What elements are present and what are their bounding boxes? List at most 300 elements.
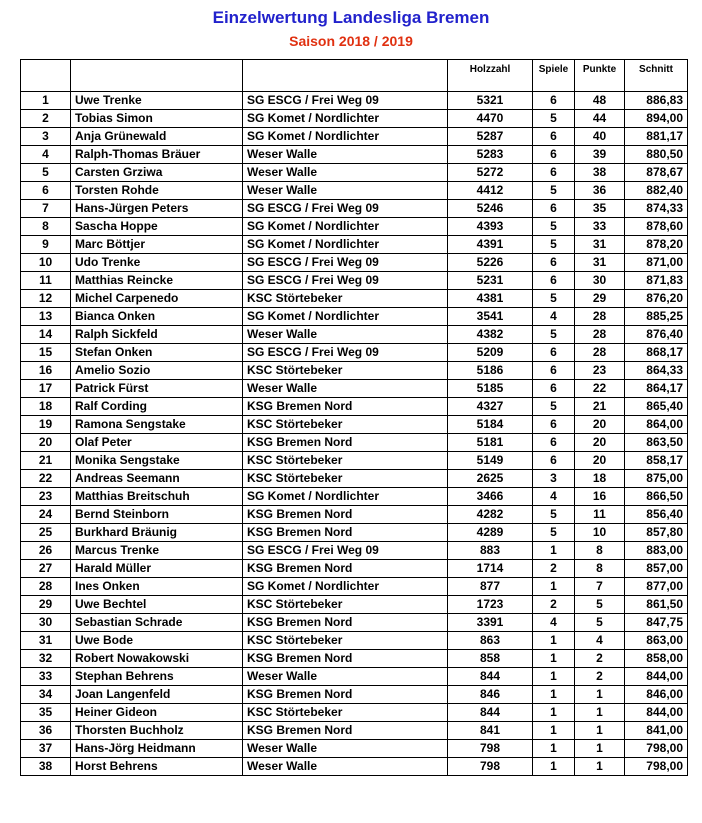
rank-cell: 28 (21, 578, 71, 596)
club-cell: Weser Walle (243, 668, 448, 686)
player-name-cell: Ralph Sickfeld (71, 326, 243, 344)
spiele-cell: 1 (533, 758, 575, 776)
spiele-cell: 3 (533, 470, 575, 488)
player-name-cell: Ramona Sengstake (71, 416, 243, 434)
rank-cell: 25 (21, 524, 71, 542)
player-name-cell: Bianca Onken (71, 308, 243, 326)
rank-cell: 18 (21, 398, 71, 416)
holzzahl-cell: 841 (448, 722, 533, 740)
punkte-cell: 20 (575, 416, 625, 434)
table-row (21, 488, 688, 506)
rank-cell: 13 (21, 308, 71, 326)
holzzahl-cell: 5272 (448, 164, 533, 182)
ranking-rows (21, 92, 688, 776)
holzzahl-cell: 844 (448, 704, 533, 722)
table-row (21, 128, 688, 146)
punkte-cell: 28 (575, 344, 625, 362)
table-row (21, 326, 688, 344)
spiele-cell: 5 (533, 524, 575, 542)
rank-cell: 16 (21, 362, 71, 380)
punkte-cell: 20 (575, 434, 625, 452)
player-name-cell: Monika Sengstake (71, 452, 243, 470)
club-cell: KSC Störtebeker (243, 362, 448, 380)
club-cell: KSC Störtebeker (243, 632, 448, 650)
player-name-cell: Joan Langenfeld (71, 686, 243, 704)
holzzahl-cell: 4393 (448, 218, 533, 236)
schnitt-cell: 864,33 (625, 362, 688, 380)
rank-cell: 29 (21, 596, 71, 614)
holzzahl-cell: 846 (448, 686, 533, 704)
spiele-cell: 6 (533, 92, 575, 110)
table-row (21, 578, 688, 596)
holzzahl-cell: 4382 (448, 326, 533, 344)
player-name-cell: Stefan Onken (71, 344, 243, 362)
spiele-cell: 2 (533, 560, 575, 578)
table-row (21, 560, 688, 578)
holzzahl-cell: 4289 (448, 524, 533, 542)
page-title: Einzelwertung Landesliga Bremen (212, 8, 490, 27)
spiele-cell: 6 (533, 380, 575, 398)
punkte-cell: 44 (575, 110, 625, 128)
player-name-cell: Michel Carpenedo (71, 290, 243, 308)
spiele-cell: 6 (533, 272, 575, 290)
punkte-cell: 29 (575, 290, 625, 308)
punkte-cell: 10 (575, 524, 625, 542)
player-name-cell: Andreas Seemann (71, 470, 243, 488)
spiele-cell: 6 (533, 362, 575, 380)
rank-cell: 32 (21, 650, 71, 668)
table-row (21, 308, 688, 326)
spiele-cell: 4 (533, 488, 575, 506)
rank-cell: 4 (21, 146, 71, 164)
punkte-cell: 23 (575, 362, 625, 380)
punkte-cell: 28 (575, 326, 625, 344)
rank-cell: 23 (21, 488, 71, 506)
spiele-cell: 1 (533, 686, 575, 704)
player-name-cell: Udo Trenke (71, 254, 243, 272)
player-name-cell: Uwe Bode (71, 632, 243, 650)
schnitt-cell: 844,00 (625, 668, 688, 686)
rank-cell: 30 (21, 614, 71, 632)
punkte-cell: 11 (575, 506, 625, 524)
schnitt-cell: 886,83 (625, 92, 688, 110)
club-cell: SG Komet / Nordlichter (243, 236, 448, 254)
schnitt-cell: 882,40 (625, 182, 688, 200)
holzzahl-cell: 858 (448, 650, 533, 668)
player-name-cell: Thorsten Buchholz (71, 722, 243, 740)
schnitt-cell: 841,00 (625, 722, 688, 740)
club-cell: KSG Bremen Nord (243, 650, 448, 668)
spiele-cell: 1 (533, 704, 575, 722)
table-row (21, 344, 688, 362)
punkte-cell: 22 (575, 380, 625, 398)
player-name-cell: Heiner Gideon (71, 704, 243, 722)
rank-cell: 35 (21, 704, 71, 722)
table-row (21, 236, 688, 254)
holzzahl-cell: 5287 (448, 128, 533, 146)
club-cell: KSG Bremen Nord (243, 506, 448, 524)
table-row (21, 164, 688, 182)
punkte-cell: 36 (575, 182, 625, 200)
rank-cell: 12 (21, 290, 71, 308)
spiele-cell: 1 (533, 542, 575, 560)
schnitt-cell: 798,00 (625, 740, 688, 758)
schnitt-cell: 871,83 (625, 272, 688, 290)
spiele-cell: 5 (533, 236, 575, 254)
club-cell: Weser Walle (243, 740, 448, 758)
club-cell: SG Komet / Nordlichter (243, 128, 448, 146)
punkte-cell: 16 (575, 488, 625, 506)
header-holzzahl: Holzzahl (448, 60, 533, 79)
schnitt-cell: 881,17 (625, 128, 688, 146)
schnitt-cell: 874,33 (625, 200, 688, 218)
punkte-cell: 31 (575, 254, 625, 272)
club-cell: KSG Bremen Nord (243, 434, 448, 452)
punkte-cell: 1 (575, 722, 625, 740)
table-row (21, 632, 688, 650)
spiele-cell: 6 (533, 164, 575, 182)
table-row (21, 92, 688, 110)
rank-cell: 17 (21, 380, 71, 398)
holzzahl-cell: 4282 (448, 506, 533, 524)
club-cell: KSC Störtebeker (243, 704, 448, 722)
table-row (21, 614, 688, 632)
punkte-cell: 1 (575, 740, 625, 758)
punkte-cell: 1 (575, 704, 625, 722)
schnitt-cell: 880,50 (625, 146, 688, 164)
table-row (21, 290, 688, 308)
player-name-cell: Hans-Jürgen Peters (71, 200, 243, 218)
punkte-cell: 28 (575, 308, 625, 326)
rank-cell: 3 (21, 128, 71, 146)
spiele-cell: 5 (533, 290, 575, 308)
table-row (21, 470, 688, 488)
rank-cell: 26 (21, 542, 71, 560)
spiele-cell: 4 (533, 308, 575, 326)
holzzahl-cell: 5321 (448, 92, 533, 110)
punkte-cell: 31 (575, 236, 625, 254)
schnitt-cell: 863,00 (625, 632, 688, 650)
punkte-cell: 21 (575, 398, 625, 416)
player-name-cell: Matthias Reincke (71, 272, 243, 290)
rank-cell: 1 (21, 92, 71, 110)
holzzahl-cell: 844 (448, 668, 533, 686)
header-spacer-row (21, 78, 688, 92)
club-cell: KSG Bremen Nord (243, 560, 448, 578)
schnitt-cell: 861,50 (625, 596, 688, 614)
table-row (21, 218, 688, 236)
holzzahl-cell: 5149 (448, 452, 533, 470)
holzzahl-cell: 1723 (448, 596, 533, 614)
club-cell: KSC Störtebeker (243, 290, 448, 308)
club-cell: SG Komet / Nordlichter (243, 578, 448, 596)
holzzahl-cell: 5186 (448, 362, 533, 380)
spiele-cell: 6 (533, 416, 575, 434)
club-cell: SG Komet / Nordlichter (243, 110, 448, 128)
rank-cell: 8 (21, 218, 71, 236)
spiele-cell: 5 (533, 326, 575, 344)
punkte-cell: 30 (575, 272, 625, 290)
holzzahl-cell: 1714 (448, 560, 533, 578)
schnitt-cell: 858,00 (625, 650, 688, 668)
club-cell: KSC Störtebeker (243, 416, 448, 434)
player-name-cell: Burkhard Bräunig (71, 524, 243, 542)
schnitt-cell: 856,40 (625, 506, 688, 524)
ranking-table (20, 59, 688, 776)
player-name-cell: Marcus Trenke (71, 542, 243, 560)
player-name-cell: Uwe Trenke (71, 92, 243, 110)
schnitt-cell: 885,25 (625, 308, 688, 326)
spiele-cell: 1 (533, 722, 575, 740)
spiele-cell: 5 (533, 398, 575, 416)
table-row (21, 452, 688, 470)
table-row (21, 434, 688, 452)
table-row (21, 740, 688, 758)
table-row (21, 650, 688, 668)
table-row (21, 254, 688, 272)
player-name-cell: Matthias Breitschuh (71, 488, 243, 506)
rank-cell: 9 (21, 236, 71, 254)
spiele-cell: 1 (533, 650, 575, 668)
holzzahl-cell: 4470 (448, 110, 533, 128)
club-cell: Weser Walle (243, 380, 448, 398)
club-cell: SG ESCG / Frei Weg 09 (243, 254, 448, 272)
holzzahl-cell: 5209 (448, 344, 533, 362)
punkte-cell: 39 (575, 146, 625, 164)
player-name-cell: Horst Behrens (71, 758, 243, 776)
schnitt-cell: 877,00 (625, 578, 688, 596)
club-cell: Weser Walle (243, 182, 448, 200)
club-cell: KSC Störtebeker (243, 596, 448, 614)
table-row (21, 506, 688, 524)
rank-cell: 5 (21, 164, 71, 182)
club-cell: Weser Walle (243, 326, 448, 344)
player-name-cell: Torsten Rohde (71, 182, 243, 200)
punkte-cell: 2 (575, 650, 625, 668)
table-row (21, 524, 688, 542)
punkte-cell: 40 (575, 128, 625, 146)
player-name-cell: Marc Böttjer (71, 236, 243, 254)
table-row (21, 686, 688, 704)
schnitt-cell: 863,50 (625, 434, 688, 452)
punkte-cell: 18 (575, 470, 625, 488)
club-cell: SG ESCG / Frei Weg 09 (243, 92, 448, 110)
table-row (21, 146, 688, 164)
punkte-cell: 1 (575, 686, 625, 704)
player-name-cell: Ralf Cording (71, 398, 243, 416)
player-name-cell: Sebastian Schrade (71, 614, 243, 632)
schnitt-cell: 875,00 (625, 470, 688, 488)
schnitt-cell: 798,00 (625, 758, 688, 776)
club-cell: SG Komet / Nordlichter (243, 218, 448, 236)
rank-cell: 20 (21, 434, 71, 452)
schnitt-cell: 878,20 (625, 236, 688, 254)
holzzahl-cell: 5246 (448, 200, 533, 218)
player-name-cell: Anja Grünewald (71, 128, 243, 146)
holzzahl-cell: 798 (448, 740, 533, 758)
punkte-cell: 5 (575, 614, 625, 632)
table-row (21, 542, 688, 560)
holzzahl-cell: 5185 (448, 380, 533, 398)
spiele-cell: 6 (533, 254, 575, 272)
spiele-cell: 6 (533, 434, 575, 452)
header-schnitt: Schnitt (625, 60, 688, 79)
club-cell: SG Komet / Nordlichter (243, 308, 448, 326)
table-row (21, 416, 688, 434)
schnitt-cell: 871,00 (625, 254, 688, 272)
club-cell: KSC Störtebeker (243, 470, 448, 488)
rank-cell: 11 (21, 272, 71, 290)
player-name-cell: Tobias Simon (71, 110, 243, 128)
spiele-cell: 5 (533, 506, 575, 524)
punkte-cell: 38 (575, 164, 625, 182)
schnitt-cell: 876,20 (625, 290, 688, 308)
holzzahl-cell: 3466 (448, 488, 533, 506)
rank-cell: 31 (21, 632, 71, 650)
table-header-row (21, 60, 688, 79)
rank-cell: 6 (21, 182, 71, 200)
punkte-cell: 8 (575, 542, 625, 560)
table-row (21, 704, 688, 722)
club-cell: Weser Walle (243, 146, 448, 164)
schnitt-cell: 864,17 (625, 380, 688, 398)
spiele-cell: 1 (533, 668, 575, 686)
schnitt-cell: 866,50 (625, 488, 688, 506)
holzzahl-cell: 3391 (448, 614, 533, 632)
player-name-cell: Amelio Sozio (71, 362, 243, 380)
rank-cell: 10 (21, 254, 71, 272)
player-name-cell: Patrick Fürst (71, 380, 243, 398)
schnitt-cell: 846,00 (625, 686, 688, 704)
holzzahl-cell: 4412 (448, 182, 533, 200)
player-name-cell: Stephan Behrens (71, 668, 243, 686)
table-row (21, 596, 688, 614)
holzzahl-cell: 5283 (448, 146, 533, 164)
schnitt-cell: 883,00 (625, 542, 688, 560)
holzzahl-cell: 2625 (448, 470, 533, 488)
spiele-cell: 5 (533, 182, 575, 200)
schnitt-cell: 857,00 (625, 560, 688, 578)
header-name (71, 60, 243, 79)
player-name-cell: Robert Nowakowski (71, 650, 243, 668)
club-cell: SG ESCG / Frei Weg 09 (243, 272, 448, 290)
punkte-cell: 8 (575, 560, 625, 578)
table-row (21, 200, 688, 218)
holzzahl-cell: 4327 (448, 398, 533, 416)
table-row (21, 380, 688, 398)
holzzahl-cell: 4391 (448, 236, 533, 254)
club-cell: KSC Störtebeker (243, 452, 448, 470)
player-name-cell: Carsten Grziwa (71, 164, 243, 182)
rank-cell: 22 (21, 470, 71, 488)
schnitt-cell: 868,17 (625, 344, 688, 362)
spiele-cell: 5 (533, 218, 575, 236)
holzzahl-cell: 798 (448, 758, 533, 776)
player-name-cell: Hans-Jörg Heidmann (71, 740, 243, 758)
holzzahl-cell: 4381 (448, 290, 533, 308)
punkte-cell: 7 (575, 578, 625, 596)
schnitt-cell: 857,80 (625, 524, 688, 542)
schnitt-cell: 878,60 (625, 218, 688, 236)
header-punkte: Punkte (575, 60, 625, 79)
rank-cell: 7 (21, 200, 71, 218)
schnitt-cell: 844,00 (625, 704, 688, 722)
table-row (21, 758, 688, 776)
header-spiele: Spiele (533, 60, 575, 79)
schnitt-cell: 878,67 (625, 164, 688, 182)
player-name-cell: Uwe Bechtel (71, 596, 243, 614)
club-cell: SG ESCG / Frei Weg 09 (243, 344, 448, 362)
rank-cell: 37 (21, 740, 71, 758)
schnitt-cell: 858,17 (625, 452, 688, 470)
header-rank (21, 60, 71, 79)
holzzahl-cell: 3541 (448, 308, 533, 326)
player-name-cell: Olaf Peter (71, 434, 243, 452)
table-row (21, 272, 688, 290)
spiele-cell: 5 (533, 110, 575, 128)
page-subtitle: Saison 2018 / 2019 (289, 33, 413, 49)
holzzahl-cell: 5226 (448, 254, 533, 272)
holzzahl-cell: 877 (448, 578, 533, 596)
schnitt-cell: 865,40 (625, 398, 688, 416)
club-cell: Weser Walle (243, 164, 448, 182)
spiele-cell: 4 (533, 614, 575, 632)
spiele-cell: 6 (533, 128, 575, 146)
punkte-cell: 1 (575, 758, 625, 776)
club-cell: KSG Bremen Nord (243, 614, 448, 632)
schnitt-cell: 864,00 (625, 416, 688, 434)
club-cell: SG ESCG / Frei Weg 09 (243, 542, 448, 560)
rank-cell: 14 (21, 326, 71, 344)
schnitt-cell: 876,40 (625, 326, 688, 344)
rank-cell: 15 (21, 344, 71, 362)
player-name-cell: Harald Müller (71, 560, 243, 578)
schnitt-cell: 894,00 (625, 110, 688, 128)
club-cell: Weser Walle (243, 758, 448, 776)
club-cell: KSG Bremen Nord (243, 686, 448, 704)
rank-cell: 38 (21, 758, 71, 776)
table-row (21, 110, 688, 128)
table-row (21, 362, 688, 380)
spiele-cell: 1 (533, 632, 575, 650)
punkte-cell: 5 (575, 596, 625, 614)
rank-cell: 2 (21, 110, 71, 128)
spiele-cell: 6 (533, 200, 575, 218)
spiele-cell: 1 (533, 578, 575, 596)
punkte-cell: 35 (575, 200, 625, 218)
club-cell: SG ESCG / Frei Weg 09 (243, 200, 448, 218)
rank-cell: 34 (21, 686, 71, 704)
rank-cell: 36 (21, 722, 71, 740)
table-row (21, 182, 688, 200)
punkte-cell: 33 (575, 218, 625, 236)
table-row (21, 722, 688, 740)
spiele-cell: 1 (533, 740, 575, 758)
holzzahl-cell: 5231 (448, 272, 533, 290)
rank-cell: 19 (21, 416, 71, 434)
club-cell: KSG Bremen Nord (243, 722, 448, 740)
rank-cell: 33 (21, 668, 71, 686)
table-row (21, 668, 688, 686)
rank-cell: 24 (21, 506, 71, 524)
holzzahl-cell: 863 (448, 632, 533, 650)
punkte-cell: 48 (575, 92, 625, 110)
spiele-cell: 6 (533, 344, 575, 362)
schnitt-cell: 847,75 (625, 614, 688, 632)
punkte-cell: 20 (575, 452, 625, 470)
table-row (21, 398, 688, 416)
player-name-cell: Ines Onken (71, 578, 243, 596)
